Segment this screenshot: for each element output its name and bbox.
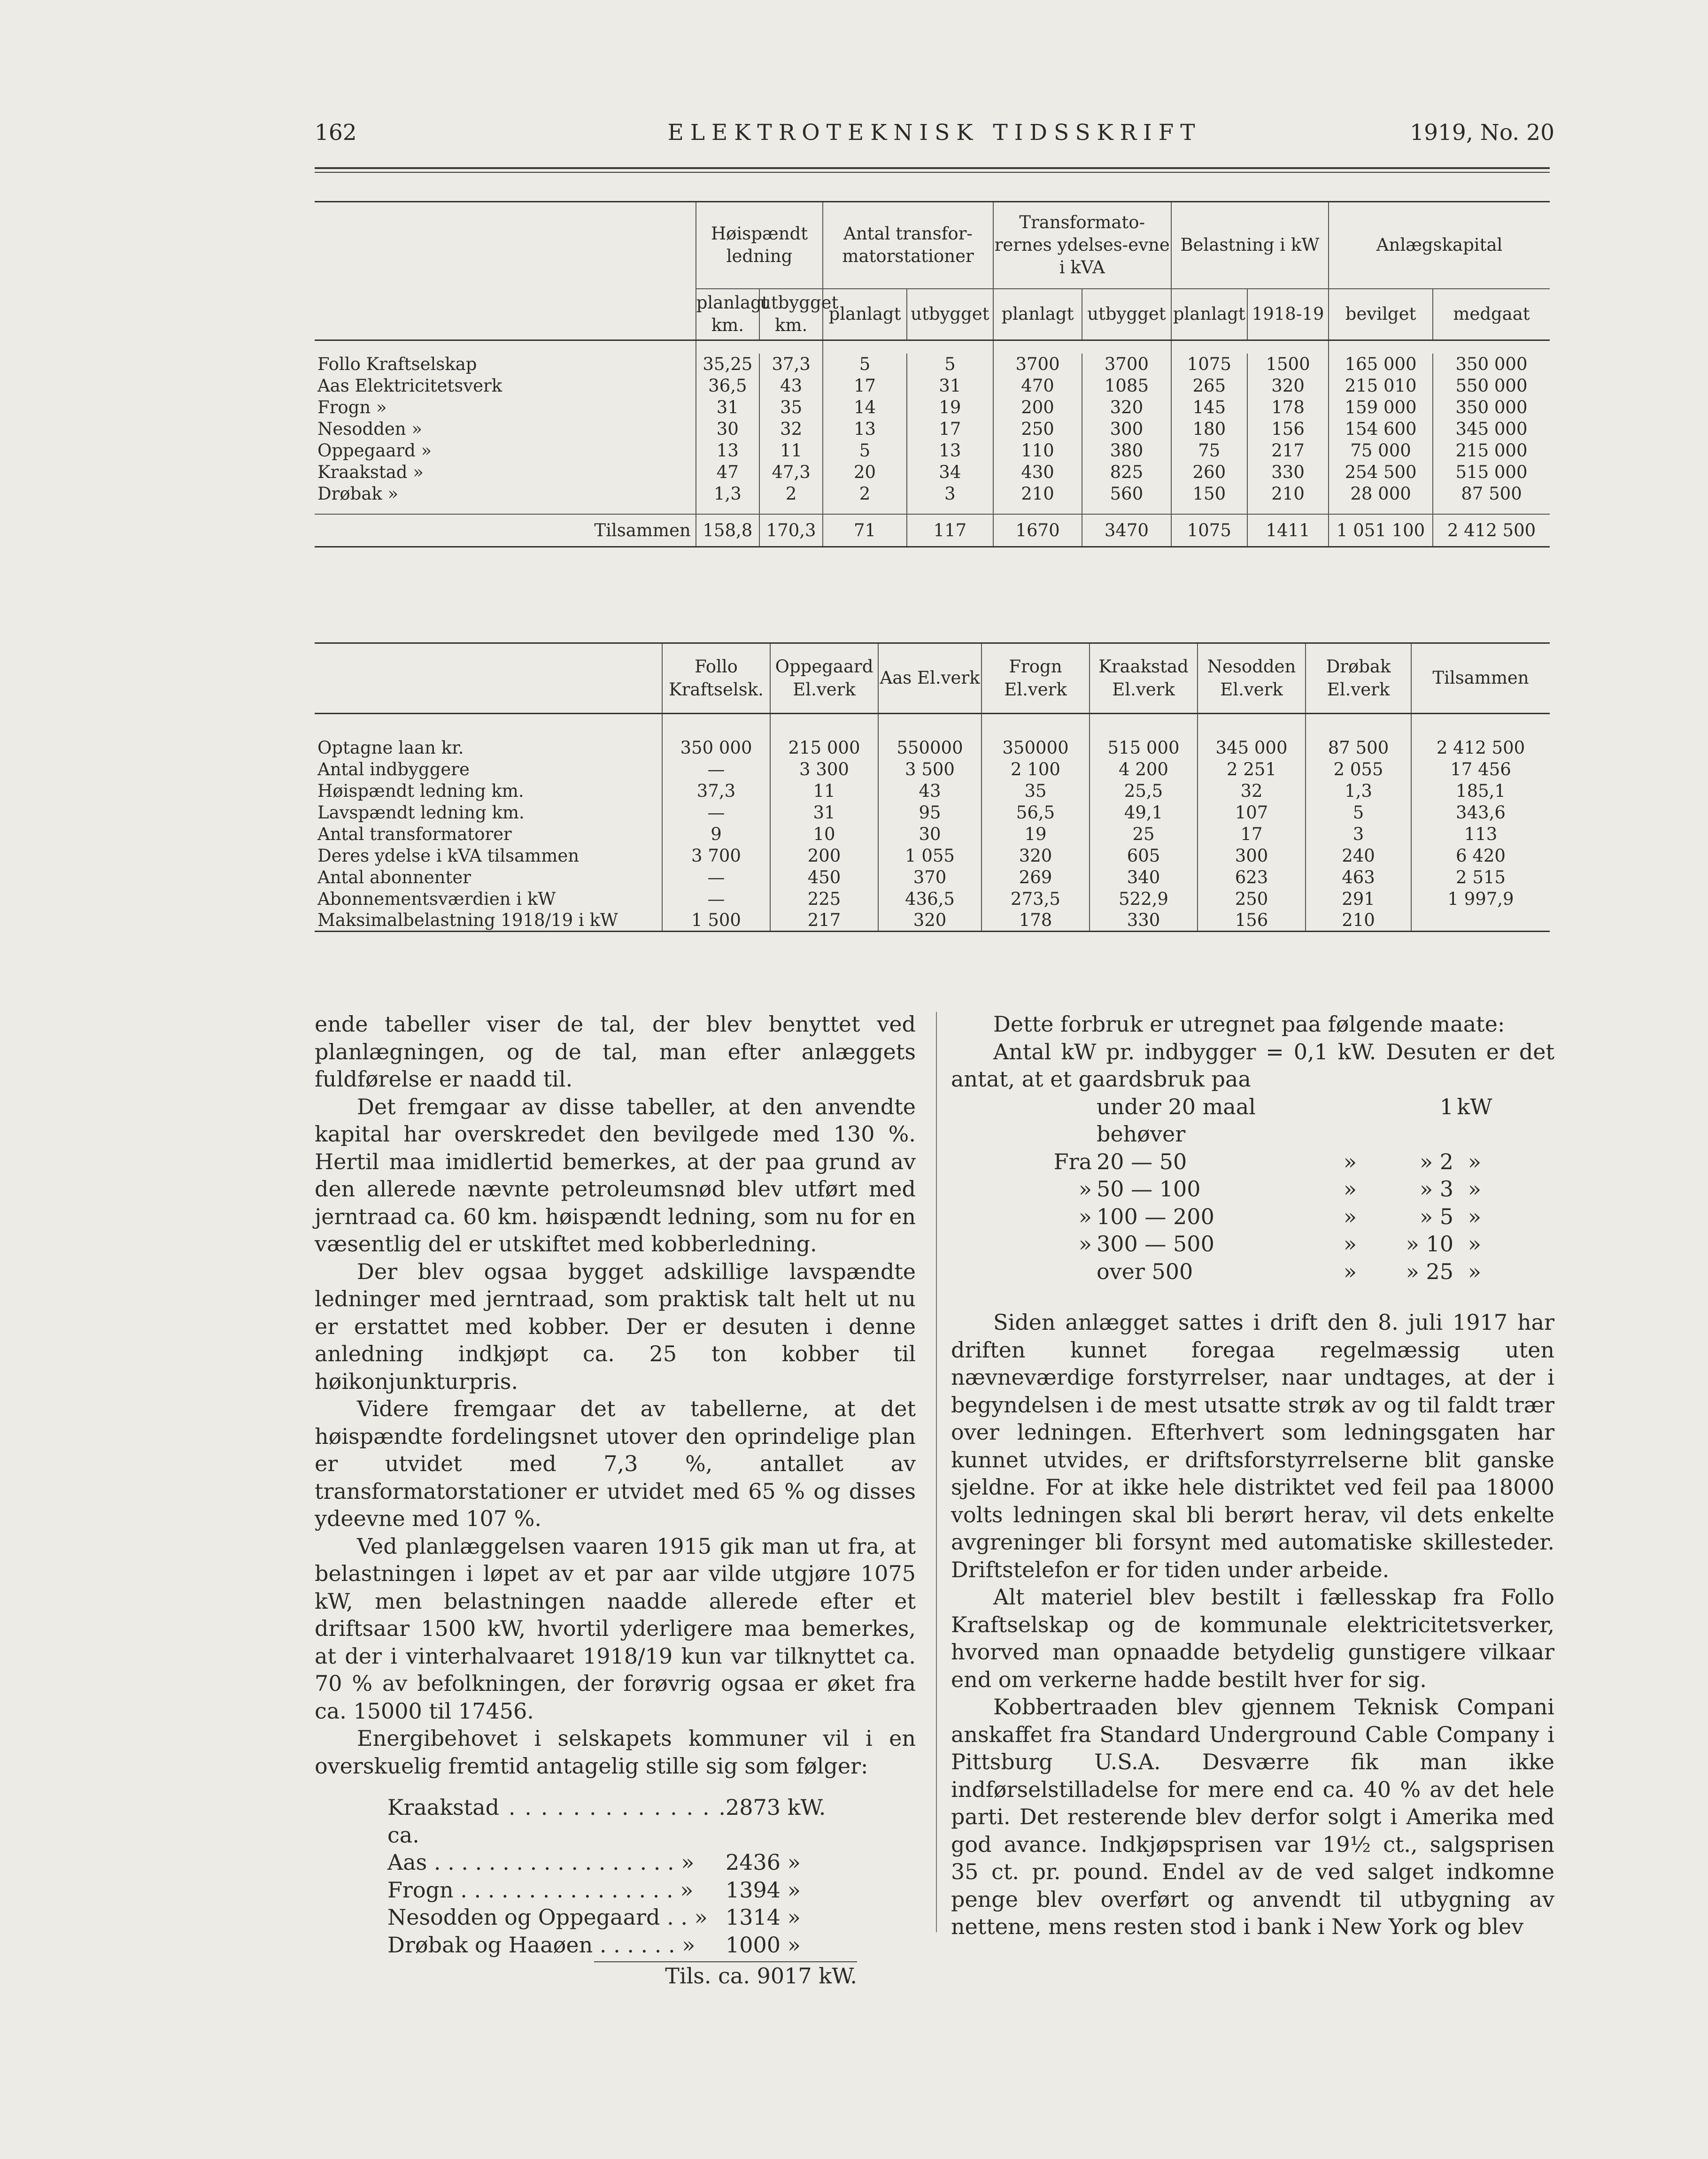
cell: 550000: [878, 737, 982, 759]
journal-title: ELEKTROTEKNISK TIDSSKRIFT: [667, 120, 1202, 146]
sub-header: 1918-19: [1247, 289, 1329, 340]
cell: 320: [1082, 397, 1171, 418]
cell: 1 997,9: [1411, 888, 1550, 910]
cell: 320: [1247, 375, 1329, 397]
column-header: Oppegaard El.verk: [770, 643, 878, 714]
cell: 43: [878, 780, 982, 802]
cell: 350000: [982, 737, 1090, 759]
cell: 13: [823, 418, 907, 440]
sub-header: utbygget km.: [759, 289, 823, 340]
works-statistics-table: [315, 642, 1550, 932]
cell: 145: [1171, 397, 1247, 418]
cell: 158,8: [696, 514, 759, 547]
cell: 5: [907, 354, 993, 375]
sub-header: utbygget: [907, 289, 993, 340]
paragraph: Det fremgaar av disse tabeller, at den anvendte kapital har overskredet den bevilgede med 130 %. Hertil maa imidlertid bemerkes, at der paa grund av den allerede nævnte petroleumsnød blev utført med jerntraad ca. 60 km. høispændt ledning, som nu for en væsentlig del er utskiftet med kobberledning.: [315, 1094, 916, 1257]
cell: 110: [993, 440, 1082, 462]
cell: 19: [982, 824, 1090, 845]
paragraph: Kobbertraaden blev gjennem Teknisk Compani anskaffet fra Standard Underground Cable Company i Pittsburg U.S.A. Desværre fik man ikke indførselstilladelse for mere end ca. 40 % av det hele parti. Det resterende blev derfor solgt i Amerika med god avance. Indkjøpsprisen var 19½ ct., salgsprisen 35 ct. pr. pound. Endel av de ved salget indkomne penge blev overført og anvendt til utbygning av nettene, mens resten stod i bank i New York og blev: [951, 1694, 1554, 1939]
cell: 225: [770, 888, 878, 910]
cell: 1075: [1171, 354, 1247, 375]
cell: 180: [1171, 418, 1247, 440]
cell: 825: [1082, 462, 1171, 483]
cell: 300: [1198, 845, 1306, 867]
cell: 215 000: [770, 737, 878, 759]
list-item: » 50 — 100 » » 3 »: [1078, 1176, 1482, 1202]
cell: 49,1: [1090, 802, 1198, 824]
table-row: [315, 867, 1550, 888]
cell: 178: [982, 910, 1090, 932]
cell: 350 000: [1433, 397, 1550, 418]
table-row: [315, 802, 1550, 824]
table-row: [315, 354, 1550, 375]
sub-header: bevilget: [1329, 289, 1433, 340]
cell: 515 000: [1090, 737, 1198, 759]
cell: 37,3: [759, 354, 823, 375]
cell: 436,5: [878, 888, 982, 910]
cell: 217: [1247, 440, 1329, 462]
cell: 320: [878, 910, 982, 932]
cell: 17: [823, 375, 907, 397]
cell: 3700: [993, 354, 1082, 375]
cell: 25,5: [1090, 780, 1198, 802]
cell: 210: [1306, 910, 1411, 932]
cell: 2 515: [1411, 867, 1550, 888]
cell: 17: [907, 418, 993, 440]
sub-header: medgaat: [1433, 289, 1550, 340]
cell: 47: [696, 462, 759, 483]
group-header: Høispændt ledning: [696, 202, 823, 289]
cell: 117: [907, 514, 993, 547]
list-item: under 20 maal behøver 1 kW: [1097, 1094, 1492, 1147]
cell: 75 000: [1329, 440, 1433, 462]
row-label: Antal transformatorer: [317, 824, 512, 844]
cell: 254 500: [1329, 462, 1433, 483]
cell: 56,5: [982, 802, 1090, 824]
cell: 10: [770, 824, 878, 845]
cell: 3700: [1082, 354, 1171, 375]
cell: 5: [823, 440, 907, 462]
cell: 320: [982, 845, 1090, 867]
cell: 1411: [1247, 514, 1329, 547]
list-item: Fra 20 — 50 » » 2 »: [1053, 1149, 1482, 1174]
cell: 71: [823, 514, 907, 547]
cell: 463: [1306, 867, 1411, 888]
cell: 250: [993, 418, 1082, 440]
group-header: Antal transfor-matorstationer: [823, 202, 993, 289]
page-number: 162: [315, 120, 357, 146]
cell: 2 412 500: [1433, 514, 1550, 547]
table-row: [315, 375, 1550, 397]
table-row: [315, 397, 1550, 418]
cell: 156: [1198, 910, 1306, 932]
table-row: [315, 737, 1550, 759]
table-row: [315, 462, 1550, 483]
cell: 3 700: [662, 845, 770, 867]
table-total-row: [315, 514, 1550, 547]
cell: 185,1: [1411, 780, 1550, 802]
list-item: Nesodden og Oppegaard . . » 1314 »: [387, 1905, 801, 1930]
row-label: Abonnementsværdien i kW: [317, 889, 556, 909]
table-row: [315, 418, 1550, 440]
cell: 1085: [1082, 375, 1171, 397]
cell: 11: [770, 780, 878, 802]
cell: 156: [1247, 418, 1329, 440]
cell: 250: [1198, 888, 1306, 910]
cell: 1,3: [696, 483, 759, 505]
paragraph: Ved planlæggelsen vaaren 1915 gik man ut fra, at belastningen i løpet av et par aar vilde utgjøre 1075 kW, men belastningen naadde allerede efter et driftsaar 1500 kW, hvortil yderligere maa bemerkes, at der i vinterhalvaaret 1918/19 kun var tilknyttet ca. 70 % av befolkningen, der forøvrig ogsaa er øket fra ca. 15000 til 17456.: [315, 1533, 916, 1724]
cell: —: [662, 802, 770, 824]
cell: 32: [759, 418, 823, 440]
cell: 215 000: [1433, 440, 1550, 462]
row-label: Kraakstad »: [317, 462, 424, 482]
cell: 113: [1411, 824, 1550, 845]
cell: 4 200: [1090, 759, 1198, 780]
cell: [1411, 910, 1550, 932]
cell: 17 456: [1411, 759, 1550, 780]
cell: 170,3: [759, 514, 823, 547]
cell: 2: [823, 483, 907, 505]
column-header: Follo Kraftselsk.: [662, 643, 770, 714]
list-item: » 100 — 200 » » 5 »: [1078, 1203, 1482, 1229]
cell: 165 000: [1329, 354, 1433, 375]
cell: 343,6: [1411, 802, 1550, 824]
list-item: Drøbak og Haaøen . . . . . . » 1000 »: [387, 1932, 801, 1958]
cell: 35: [759, 397, 823, 418]
row-label: Optagne laan kr.: [317, 738, 464, 758]
table-row: [315, 483, 1550, 505]
cell: 450: [770, 867, 878, 888]
running-header: [315, 120, 1554, 153]
row-label: Lavspændt ledning km.: [317, 802, 525, 823]
plan-vs-built-table: [315, 201, 1550, 547]
cell: 1,3: [1306, 780, 1411, 802]
cell: 370: [878, 867, 982, 888]
group-header: Belastning i kW: [1171, 202, 1329, 289]
cell: 515 000: [1433, 462, 1550, 483]
row-label: Deres ydelse i kVA tilsammen: [317, 846, 580, 866]
cell: 34: [907, 462, 993, 483]
cell: 31: [770, 802, 878, 824]
sub-header: planlagt: [993, 289, 1082, 340]
cell: 380: [1082, 440, 1171, 462]
cell: —: [662, 867, 770, 888]
column-header: Nesodden El.verk: [1198, 643, 1306, 714]
column-divider: [936, 1012, 937, 1932]
paragraph: Energibehovet i selskapets kommuner vil i en overskuelig fremtid antagelig stille sig som følger:: [315, 1726, 916, 1779]
cell: 13: [907, 440, 993, 462]
cell: 35,25: [696, 354, 759, 375]
row-label: Follo Kraftselskap: [317, 354, 477, 374]
paragraph: Alt materiel blev bestilt i fællesskap fra Follo Kraftselskap og de kommunale elektricitetsverker, hvorved man opnaadde betydelig gunstigere vilkaar end om verkerne hadde bestilt hver for sig.: [951, 1584, 1554, 1692]
cell: 560: [1082, 483, 1171, 505]
list-item: Frogn . . . . . . . . . . . . . . . . » 1394 »: [387, 1877, 801, 1903]
column-header: Aas El.verk: [878, 643, 982, 714]
group-header: Transformato-rernes ydelses-evne i kVA: [993, 202, 1171, 289]
header-rule-thin: [315, 172, 1550, 173]
cell: 1670: [993, 514, 1082, 547]
sub-header: planlagt: [823, 289, 907, 340]
cell: 30: [696, 418, 759, 440]
list-item: » 300 — 500 » » 10 »: [1078, 1231, 1482, 1257]
list-item: Kraakstad . . . . . . . . . . . . . . ca. 2873 kW.: [387, 1795, 826, 1848]
cell: 19: [907, 397, 993, 418]
cell: 470: [993, 375, 1082, 397]
cell: 150: [1171, 483, 1247, 505]
cell: 17: [1198, 824, 1306, 845]
row-label: Maksimalbelastning 1918/19 i kW: [315, 910, 662, 932]
farm-consumption-list: [951, 1093, 1554, 1286]
cell: 5: [1306, 802, 1411, 824]
row-label: Antal abonnenter: [317, 867, 471, 887]
cell: 345 000: [1198, 737, 1306, 759]
cell: 605: [1090, 845, 1198, 867]
row-label: Antal indbyggere: [317, 759, 470, 779]
cell: 300: [1082, 418, 1171, 440]
row-label: Nesodden »: [317, 419, 423, 439]
cell: 260: [1171, 462, 1247, 483]
cell: 178: [1247, 397, 1329, 418]
cell: 3: [907, 483, 993, 505]
total-label: Tilsammen: [315, 514, 696, 547]
cell: 522,9: [1090, 888, 1198, 910]
table-row: [315, 780, 1550, 802]
cell: 330: [1090, 910, 1198, 932]
row-label: Høispændt ledning km.: [317, 781, 524, 801]
cell: 240: [1306, 845, 1411, 867]
cell: 30: [878, 824, 982, 845]
table-row: [315, 910, 1550, 932]
cell: 6 420: [1411, 845, 1550, 867]
cell: 273,5: [982, 888, 1090, 910]
cell: —: [662, 759, 770, 780]
cell: 2 055: [1306, 759, 1411, 780]
sub-header: planlagt: [1171, 289, 1247, 340]
cell: 1500: [1247, 354, 1329, 375]
cell: 2 100: [982, 759, 1090, 780]
cell: 623: [1198, 867, 1306, 888]
cell: 75: [1171, 440, 1247, 462]
table-row: [315, 824, 1550, 845]
cell: 269: [982, 867, 1090, 888]
cell: 14: [823, 397, 907, 418]
paragraph: Der blev ogsaa bygget adskillige lavspændte ledninger med jerntraad, som praktisk talt helt ut nu er erstattet med kobber. Der er desuten i denne anledning indkjøpt ca. 25 ton kobber til høikonjunkturpris.: [315, 1258, 916, 1394]
header-rule: [315, 167, 1550, 169]
list-item: over 500 » » 25 »: [1097, 1258, 1482, 1284]
cell: 95: [878, 802, 982, 824]
cell: 159 000: [1329, 397, 1433, 418]
cell: 13: [696, 440, 759, 462]
row-label: Aas Elektricitetsverk: [317, 376, 502, 396]
issue-label: 1919, No. 20: [1410, 120, 1554, 146]
paragraph: Antal kW pr. indbygger = 0,1 kW. Desuten er det antat, at et gaardsbruk paa: [951, 1039, 1554, 1092]
cell: 32: [1198, 780, 1306, 802]
list-item: Aas . . . . . . . . . . . . . . . . . . » 2436 »: [387, 1850, 801, 1875]
cell: 1 055: [878, 845, 982, 867]
row-label: Oppegaard »: [317, 440, 432, 461]
cell: 5: [823, 354, 907, 375]
cell: 1 051 100: [1329, 514, 1433, 547]
row-label: Drøbak »: [317, 484, 399, 504]
cell: 265: [1171, 375, 1247, 397]
cell: —: [662, 888, 770, 910]
cell: 1 500: [662, 910, 770, 932]
cell: 3 500: [878, 759, 982, 780]
cell: 2 251: [1198, 759, 1306, 780]
cell: 217: [770, 910, 878, 932]
table-row: [315, 845, 1550, 867]
cell: 107: [1198, 802, 1306, 824]
table-row: [315, 759, 1550, 780]
energy-total: Tils. ca. 9017 kW.: [665, 1963, 857, 1989]
column-header: Frogn El.verk: [982, 643, 1090, 714]
cell: 37,3: [662, 780, 770, 802]
cell: 9: [662, 824, 770, 845]
sub-header: planlagt km.: [696, 289, 759, 340]
cell: 3 300: [770, 759, 878, 780]
cell: 330: [1247, 462, 1329, 483]
cell: 31: [696, 397, 759, 418]
cell: 200: [993, 397, 1082, 418]
cell: 3: [1306, 824, 1411, 845]
left-column: [315, 1010, 916, 1990]
cell: 20: [823, 462, 907, 483]
cell: 215 010: [1329, 375, 1433, 397]
cell: 31: [907, 375, 993, 397]
cell: 350 000: [662, 737, 770, 759]
cell: 3470: [1082, 514, 1171, 547]
paragraph: Siden anlægget sattes i drift den 8. juli 1917 har driften kunnet foregaa regelmæssig uten nævneværdige forstyrrelser, naar undtages, at der i begyndelsen i de mest utsatte strøk av og til faldt trær over ledningen. Efterhvert som ledningsgaten har kunnet utvides, er driftsforstyrrelserne blit ganske sjeldne. For at ikke hele distriktet ved feil paa 18000 volts ledningen skal bli berørt herav, vil dets enkelte avgreninger bli forsynt med automatiske skillesteder. Driftstelefon er for tiden under arbeide.: [951, 1310, 1554, 1582]
cell: 291: [1306, 888, 1411, 910]
group-header: Anlægskapital: [1329, 202, 1550, 289]
cell: 25: [1090, 824, 1198, 845]
column-header: Kraakstad El.verk: [1090, 643, 1198, 714]
cell: 11: [759, 440, 823, 462]
cell: 210: [993, 483, 1082, 505]
cell: 1075: [1171, 514, 1247, 547]
table-row: [315, 888, 1550, 910]
paragraph: Videre fremgaar det av tabellerne, at det høispændte fordelingsnet utover den oprindelige plan er utvidet med 7,3 %, antallet av transformatorstationer er utvidet med 65 % og disses ydeevne med 107 %.: [315, 1396, 916, 1531]
cell: 87 500: [1433, 483, 1550, 505]
cell: 154 600: [1329, 418, 1433, 440]
row-label: Frogn »: [317, 397, 387, 417]
cell: 87 500: [1306, 737, 1411, 759]
cell: 345 000: [1433, 418, 1550, 440]
cell: 430: [993, 462, 1082, 483]
table-row: [315, 440, 1550, 462]
column-header: Drøbak El.verk: [1306, 643, 1411, 714]
cell: 35: [982, 780, 1090, 802]
sub-header: utbygget: [1082, 289, 1171, 340]
cell: 28 000: [1329, 483, 1433, 505]
energy-demand-list: [387, 1794, 857, 1990]
cell: 340: [1090, 867, 1198, 888]
right-column: [951, 1010, 1554, 1941]
cell: 43: [759, 375, 823, 397]
paragraph: ende tabeller viser de tal, der blev benyttet ved planlægningen, og de tal, man efter anlæggets fuldførelse er naadd til.: [315, 1011, 916, 1092]
cell: 2 412 500: [1411, 737, 1550, 759]
cell: 36,5: [696, 375, 759, 397]
cell: 2: [759, 483, 823, 505]
paragraph: Dette forbruk er utregnet paa følgende maate:: [993, 1011, 1505, 1037]
cell: 350 000: [1433, 354, 1550, 375]
cell: 550 000: [1433, 375, 1550, 397]
cell: 210: [1247, 483, 1329, 505]
cell: 47,3: [759, 462, 823, 483]
column-header: Tilsammen: [1411, 643, 1550, 714]
cell: 200: [770, 845, 878, 867]
